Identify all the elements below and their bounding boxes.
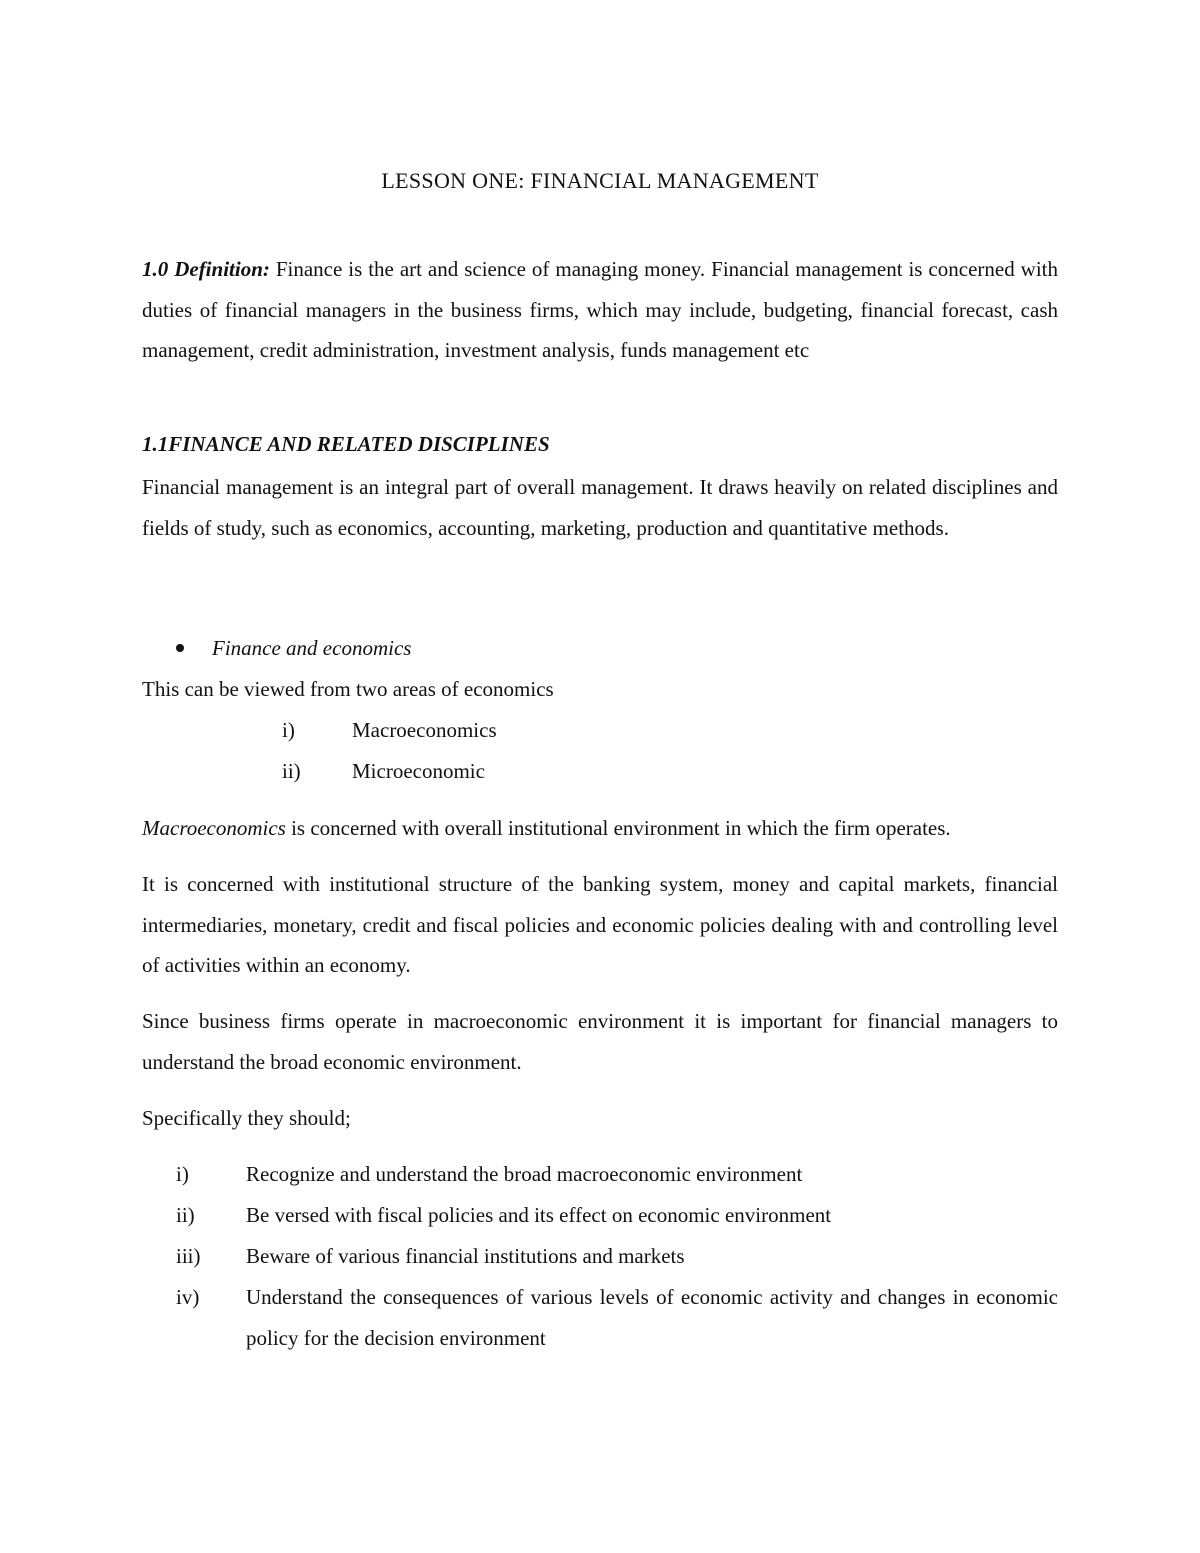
list-item-text: Microeconomic — [352, 759, 485, 783]
section-heading: 1.1FINANCE AND RELATED DISCIPLINES — [142, 432, 550, 456]
list-item-number: ii) — [176, 1203, 195, 1227]
section-paragraph: Financial management is an integral part of overall management. It draws heavily on related disciplines and fields of study, such as economics, accounting, marketing, production and quantitative methods. — [142, 475, 1058, 540]
two-areas-intro: This can be viewed from two areas of economics — [142, 677, 554, 701]
list-item-number: i) — [176, 1162, 189, 1186]
list-item-text: Macroeconomics — [352, 718, 497, 742]
definition-label: 1.0 Definition: — [142, 257, 270, 281]
specifically-line: Specifically they should; — [142, 1106, 351, 1130]
list-item-number: i) — [282, 718, 295, 742]
since-paragraph: Since business firms operate in macroeconomic environment it is important for financial managers to understand the broad economic environment. — [142, 1009, 1058, 1074]
definition-text: Finance is the art and science of managing money. Financial management is concerned with duties of financial managers in the business firms, which may include, budgeting, financial forecast, cash management, credit administration, investment analysis, funds management etc — [142, 257, 1058, 362]
list-item-text: Recognize and understand the broad macroeconomic environment — [246, 1162, 803, 1186]
bullet-text: Finance and economics — [212, 636, 412, 660]
macro-rest: is concerned with overall institutional environment in which the firm operates. — [285, 816, 951, 840]
bullet-item — [176, 636, 411, 661]
definition-paragraph — [142, 249, 1058, 371]
list-item-text: Beware of various financial institutions and markets — [246, 1244, 685, 1268]
bullet-dot-icon — [176, 644, 184, 652]
list-item-number: iv) — [176, 1285, 200, 1309]
page-title: LESSON ONE: FINANCIAL MANAGEMENT — [381, 168, 819, 193]
list-item-text: Be versed with fiscal policies and its effect on economic environment — [246, 1203, 832, 1227]
list-item-number: iii) — [176, 1244, 201, 1268]
document-page — [142, 0, 1058, 1553]
macro-term: Macroeconomics — [142, 816, 286, 840]
institutional-paragraph: It is concerned with institutional structure of the banking system, money and capital markets, financial intermediaries, monetary, credit and fiscal policies and economic policies dealing with and controlling level of activities within an economy. — [142, 872, 1058, 977]
list-item-text: Understand the consequences of various levels of economic activity and changes in economic policy for the decision environment — [246, 1285, 1058, 1350]
macro-paragraph — [142, 808, 1058, 849]
list-item-number: ii) — [282, 759, 301, 783]
